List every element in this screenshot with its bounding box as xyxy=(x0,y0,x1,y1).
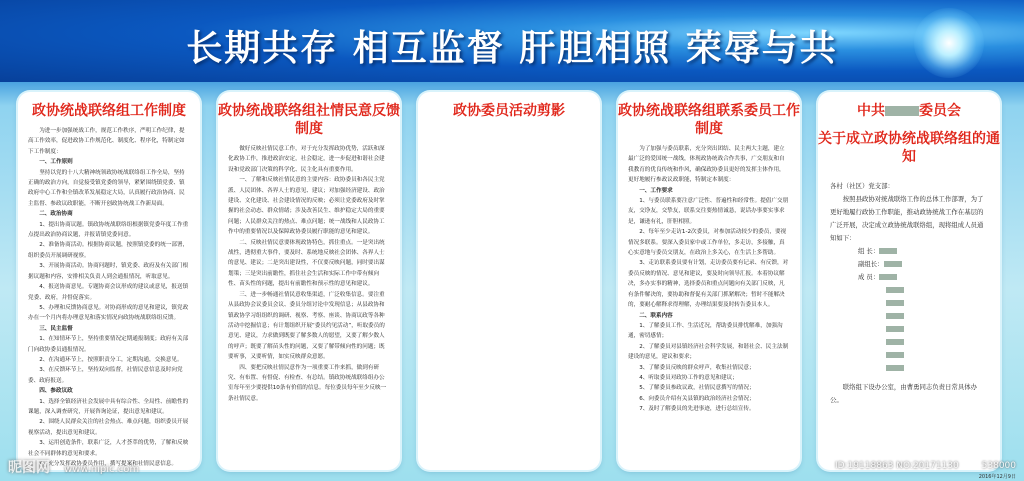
redacted-name xyxy=(879,274,897,280)
paragraph: 3、了解委员反映的群众呼声，收集社情民意； xyxy=(639,364,755,371)
redacted-name xyxy=(879,248,897,254)
panel-title: 政协统战联络组社情民意反馈制度 xyxy=(218,103,400,137)
section-heading: 一、工作原则 xyxy=(39,159,73,166)
notice-footer: 联络组下设办公室，由曹勇同志负责日常具体办公。 xyxy=(830,383,977,404)
issuer-suffix: 委员会 xyxy=(919,103,961,119)
panel-title: 政协统战联络组工作制度 xyxy=(32,103,186,119)
paragraph: 1、在知情环节上，坚持重要情况定期通报制度；政府有关部门向政协委员通报情况。 xyxy=(28,336,189,353)
paragraph: 3、开展协商活动。协商问题时，镇党委、政府及有关部门根据议题和内容，安排相关负责人到会通报情况，听取意见。 xyxy=(28,263,189,280)
date-stamp: 2016年12月9日 xyxy=(978,474,1016,480)
paragraph: 坚持以党的十八大精神统领政协统战联络组工作全局，坚持正确的政治方向，自觉接受镇党委的领导，紧紧围绕镇党委、镇政府中心工作和全镇改革发展稳定大局，认真履行政治协商、民主监督、参政议政职能，不断开创政协统战工作新局面。 xyxy=(28,169,185,207)
watermark-url: www.nipic.com xyxy=(64,464,140,475)
redacted-name xyxy=(886,339,904,345)
member-label: 副组长： xyxy=(858,260,884,268)
panel-feedback-system xyxy=(218,92,400,470)
panel-liaison-system xyxy=(618,92,800,470)
paragraph: 4、充分发挥政协委员作用，撰写提案和社情民意信息。 xyxy=(39,461,177,467)
paragraph: 做好反映社情民意工作，对于充分发挥政协优势，活跃和深化政协工作，推进政治安定，社会稳定，进一步促进和谐社会建设和党政部门决策的科学化、民主化具有重要作用。 xyxy=(228,146,385,173)
paragraph: 为了加强与委员联系，充分突出团结、民主两大主题，建立最广泛的爱国统一战线，体现政协统战合作共事，广交朋友和自我教育的优良传统和作风，确保政协委员更好的发挥主体作用，更好地履行参政议政职能，特制定本制度： xyxy=(628,146,785,184)
panel-title: 政协委员活动剪影 xyxy=(453,103,565,119)
member-row xyxy=(830,284,988,297)
member-row xyxy=(830,258,988,271)
paragraph: 3、走访联系委员要有计划，走访委员要有记录、有反馈，对委员反映的情况、意见和建议，要及时向领导汇报。本着协议解决，多办实事的精神，选择委员和重点问题向有关部门反映，凡有条件解决的，要协助和督促有关部门抓紧解决；暂时不能解决的，要耐心解释求得理解，办理结果要及时转告委员本人。 xyxy=(628,260,789,309)
paragraph: 3、运用创造条件，联系广泛，人才荟萃的优势，了解和反映社会不同群体的意见和要求。 xyxy=(28,440,189,457)
redacted-name xyxy=(886,326,904,332)
paragraph: 4、听取委员对政协工作的意见和建议； xyxy=(639,374,738,381)
redacted-name xyxy=(886,352,904,358)
panel-notice xyxy=(818,92,1000,470)
paragraph: 1、与委员联系要注意广泛性、普遍性和经常性。提倡广交朋友，交诤友，交挚友，联系交往要热情诚恳，说话办事要实事求是，谦逊有礼，肝胆相照。 xyxy=(628,198,789,225)
redacted-name xyxy=(886,300,904,306)
salutation: 各村（社区）党支部： xyxy=(830,182,894,190)
paragraph: 3、在反馈环节上，坚持双向监督，社情民意信息及时向党委、政府报送。 xyxy=(28,367,183,384)
notice-paragraph: 按照县政协对统战联络工作的总体工作部署，为了更好地履行政协工作职能，推动政协统战工作在基层的广泛开展，决定成立政协统战联络组，现将组成人员通知如下： xyxy=(830,195,984,242)
member-row xyxy=(830,336,988,349)
panel-activity-photos xyxy=(418,92,600,470)
section-heading: 二、政治协商 xyxy=(39,211,73,218)
section-heading: 二、联系内容 xyxy=(639,312,673,319)
panel-body xyxy=(218,144,400,404)
section-heading: 三、民主监督 xyxy=(39,325,73,332)
paragraph: 2、围绕人民群众关注的社会热点、难点问题，组织委员开展视察活动，提出意见和建议。 xyxy=(28,419,189,436)
top-banner xyxy=(0,0,1024,82)
paragraph: 三、进一步畅通社情民意收集渠道，广泛收集信息。要注重从县政协会议委员会议、委员分组讨论中发现信息；从县政协和镇政协学习组组织的调研、视察、考察、座谈、协商议政等各种活动中挖掘信息；有计划组织开展“委员约见活动”，听取委员的意见、建议，力求做到既要了解多数人的愿望，又要了解少数人的呼声；既要了解苗头性的问题，又要了解带倾向性的问题；既要听事，又要听情，如实反映群众意愿。 xyxy=(228,291,385,361)
panel-title: 政协统战联络组联系委员工作制度 xyxy=(618,103,800,137)
panel-body xyxy=(618,144,800,415)
paragraph: 2、准备协商活动。根据协商议题，按照镇党委的统一部署，组织委员开展调研视察。 xyxy=(28,242,189,259)
paragraph: 1、提出协商议题。镇政协统战联络组根据镇党委年度工作重点提出政治协商议题，并报请镇党委同意。 xyxy=(28,221,189,239)
notice-issuer xyxy=(818,102,1000,120)
member-row xyxy=(830,297,988,310)
redacted-name xyxy=(886,313,904,319)
issuer-prefix: 中共 xyxy=(857,103,885,119)
paragraph: 2、了解委员对县镇经济社会科学发展，和谐社会、民主法制建设的意见，建议和要求； xyxy=(628,343,789,361)
member-row xyxy=(830,245,988,258)
paragraph: 7、及时了解委员的先进事迹，进行总结宣传。 xyxy=(639,406,755,413)
member-row xyxy=(830,310,988,323)
paragraph: 6、向委员介绍有关县镇的政治经济社会情况； xyxy=(639,395,755,402)
paragraph: 四、要把反映社情民意作为一项重要工作来抓，做到有研究、有布置、有督促、有检查、有总结。镇政协统战联络组办公室每年至少要提供10条有价值的信息。每位委员每年至少反映一条社情民意。 xyxy=(228,364,387,402)
section-heading: 四、参政议政 xyxy=(39,388,73,395)
member-label: 组 长： xyxy=(858,247,880,255)
watermark-id: ID:19118863 NO:20171130 538000 xyxy=(834,461,1016,471)
redacted-name xyxy=(886,365,904,371)
redacted-block xyxy=(885,106,919,116)
paragraph: 2、在沟通环节上，按照职责分工，定期沟通，交换意见。 xyxy=(39,356,183,363)
panel-body xyxy=(18,126,200,470)
paragraph: 5、办理和反馈协商意见。对协商形成的意见和建议，镇党政办在一个月内将办理意见和落实情况向政协统战联络组反馈。 xyxy=(28,304,189,322)
notice-title: 关于成立政协统战联络组的通知 xyxy=(818,131,1000,165)
member-row xyxy=(830,349,988,362)
member-row xyxy=(830,362,988,375)
paragraph: 1、了解委员工作、生活近况，帮助委员排忧解难，加强沟通，密切感情； xyxy=(628,322,783,340)
watermark-logo-text: 昵图网 xyxy=(8,460,50,476)
panel-work-system xyxy=(18,92,200,470)
paragraph: 1、选择全镇经济社会发展中具有综合性、全局性、前瞻性的课题，深入调查研究，开展咨询论证，提出意见和建议。 xyxy=(28,398,189,415)
paragraph: 一、了解和反映社情民意的主要内容：政协委员和各民主党派、人民团体、各界人士的意见、建议；对加强经济建设、政治建设、文化建设、社会建设情况的反映；必须让党委政府及时掌握的社会动态、群众情绪；涉及改善民生、维护稳定大局的重要问题；人民群众关注的热点、难点问题；统一战线和人民政协工作中的重要情况以及保障政协委员履行职能的意见和建议。 xyxy=(228,177,385,236)
paragraph: 4、报送协商意见。专题协商会议形成的建议或意见，报送镇党委、政府，并督促落实。 xyxy=(28,284,189,301)
paragraph: 2、每年至少走访1-2次委员，对参加活动较少的委员，要视情况多联系。要深入委员家中或工作单位，多走访，多接触，真心实意地与委员交朋友，在政治上多关心，在生活上多帮助。 xyxy=(628,229,787,257)
member-row xyxy=(830,323,988,336)
redacted-name xyxy=(884,261,902,267)
notice-body xyxy=(818,172,1000,407)
slogan-text: 长期共存 相互监督 肝胆相照 荣辱与共 xyxy=(186,28,838,69)
member-row xyxy=(830,271,988,284)
paragraph: 为进一步加强统战工作，规范工作秩序，严明工作纪律，提高工作效率，促进政协工作规范化、制度化、程序化，特制定如下工作制度： xyxy=(28,128,185,155)
paragraph: 5、了解委员参政议政，社情民意撰写的情况； xyxy=(639,385,755,392)
paragraph: 二、反映社情民意要体现政协特色，抓住重点。一是突出统战性，透彻重大事件，要及时、系统地反映社会团体、各界人士的意见、建议；二是突出建设性，不仅要反映问题，同时要出谋划策；三是突出前瞻性，抓住社会生活和实际工作中带有倾向性、苗头性的问题，提出有前瞻性和预示性的意见和建议。 xyxy=(228,239,385,288)
section-heading: 一、工作要求 xyxy=(639,187,673,194)
member-label: 成 员： xyxy=(858,273,880,281)
redacted-name xyxy=(886,287,904,293)
